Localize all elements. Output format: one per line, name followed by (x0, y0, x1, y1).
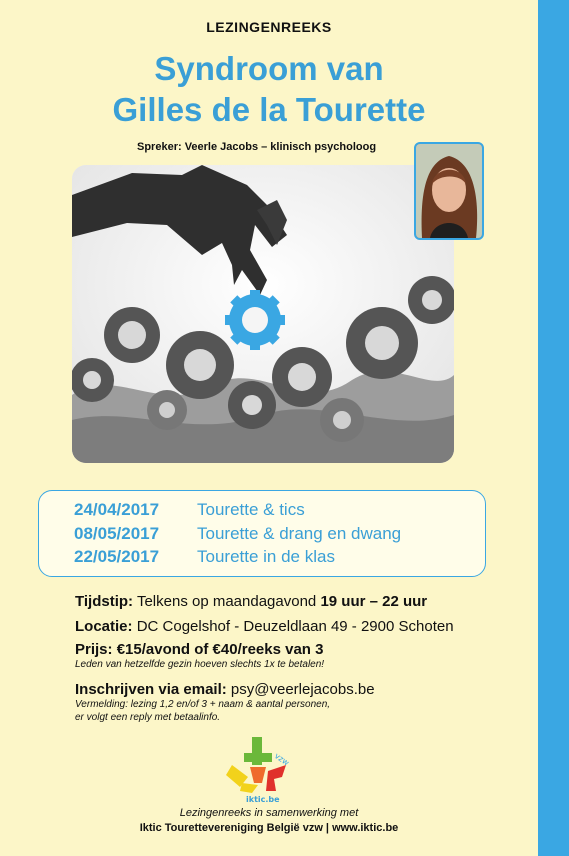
title-line-1: Syndroom van (154, 50, 384, 87)
footer-cooperation: Lezingenreeks in samenwerking met (179, 807, 359, 819)
speaker-photo (414, 142, 484, 240)
series-label: LEZINGENREEKS (206, 19, 332, 35)
iktic-logo (222, 735, 294, 805)
session-date: 08/05/2017 (74, 524, 160, 543)
time-line (75, 593, 427, 610)
register-note-2: er volgt een reply met betaalinfo. (75, 712, 221, 723)
session-topic: Tourette & tics (197, 500, 305, 519)
sessions-box (38, 490, 486, 577)
title-line-2: Gilles de la Tourette (112, 91, 426, 128)
time-text: Telkens op maandagavond (136, 593, 317, 610)
speaker-line: Spreker: Veerle Jacobs – klinisch psycholoog (137, 141, 377, 153)
logo-side-text: vzw (272, 751, 291, 768)
price-value: €15/avond of €40/reeks van 3 (116, 641, 324, 658)
location-value: DC Cogelshof - Deuzeldlaan 49 - 2900 Schoten (136, 618, 454, 635)
session-row (39, 500, 485, 524)
session-topic: Tourette in de klas (197, 547, 335, 566)
session-row (39, 524, 485, 548)
time-value: 19 uur – 22 uur (320, 593, 428, 610)
register-label: Inschrijven via email: (75, 681, 227, 698)
logo-text: iktic.be (246, 795, 280, 804)
price-line (75, 641, 323, 658)
register-note-1: Vermelding: lezing 1,2 en/of 3 + naam & aantal personen, (75, 699, 331, 710)
session-row (39, 547, 485, 571)
location-label: Locatie: (75, 618, 133, 635)
side-accent-bar (538, 0, 569, 856)
price-note: Leden van hetzelfde gezin hoeven slechts 1x te betalen! (75, 659, 325, 670)
session-date: 24/04/2017 (74, 500, 160, 519)
footer-organization: Iktic Tourettevereniging België vzw | www.iktic.be (139, 822, 399, 834)
session-topic: Tourette & drang en dwang (197, 524, 402, 543)
price-label: Prijs: (75, 641, 113, 658)
register-email[interactable]: psy@veerlejacobs.be (230, 681, 375, 698)
hero-image (72, 165, 454, 463)
time-label: Tijdstip: (75, 593, 134, 610)
session-date: 22/05/2017 (74, 547, 160, 566)
register-line (75, 681, 375, 698)
location-line (75, 618, 454, 635)
